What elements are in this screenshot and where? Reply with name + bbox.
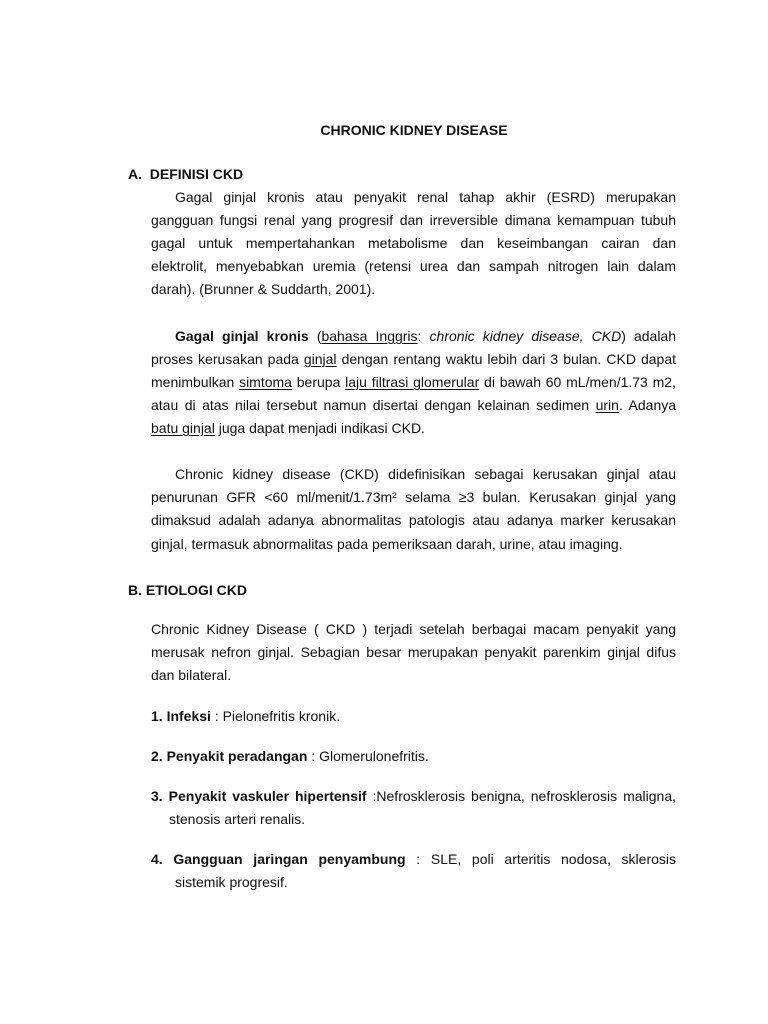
paragraph-line: ginjal, termasuk abnormalitas pada pemeriksaan darah, urine, atau imaging.	[151, 536, 623, 552]
list-item-continuation: sistemik progresif.	[175, 874, 288, 890]
paragraph-line	[151, 328, 676, 344]
list-item-text: : Glomerulonefritis.	[311, 748, 429, 764]
list-item-label: 2. Penyakit peradangan	[151, 748, 308, 764]
paragraph-line: Chronic kidney disease (CKD) didefinisikan sebagai kerusakan ginjal atau	[175, 466, 676, 482]
link-simtoma[interactable]: simtoma	[239, 374, 292, 390]
paragraph-line: elektrolit, menyebabkan uremia (retensi urea dan sampah nitrogen lain dalam	[151, 258, 676, 274]
list-item-text: : SLE, poli arteritis nodosa, sklerosis	[416, 851, 676, 867]
text: . Adanya	[618, 397, 677, 413]
link-batu-ginjal[interactable]: batu ginjal	[151, 420, 215, 436]
paragraph-line: penurunan GFR <60 ml/menit/1.73m² selama ≥3 bulan. Kerusakan ginjal yang	[151, 489, 676, 505]
text: di bawah 60 mL/men/1.73 m2,	[484, 374, 676, 390]
text: berupa	[296, 374, 341, 390]
list-item-label: 1. Infeksi	[151, 708, 211, 724]
paragraph-line	[151, 374, 676, 390]
list-item-text: : Pielonefritis kronik.	[214, 708, 341, 724]
section-b-heading: B. ETIOLOGI CKD	[128, 582, 247, 598]
text: menimbulkan	[151, 374, 235, 390]
text: ) adalah	[621, 328, 676, 344]
paragraph-line: dan bilateral.	[151, 667, 232, 683]
colon: :	[417, 328, 422, 344]
paragraph-line	[151, 351, 676, 367]
paren: (	[316, 328, 322, 344]
document-title: CHRONIC KIDNEY DISEASE	[320, 122, 508, 138]
paragraph-line: darah). (Brunner & Suddarth, 2001).	[151, 281, 376, 297]
section-a-title: DEFINISI CKD	[149, 166, 244, 182]
list-item-continuation: stenosis arteri renalis.	[169, 811, 306, 827]
list-item	[151, 708, 340, 724]
paragraph-line: gangguan fungsi renal yang progresif dan irreversible dimana kemampuan tubuh	[151, 212, 676, 228]
text: dengan rentang waktu lebih dari 3 bulan. CKD dapat	[341, 351, 676, 367]
text: juga dapat menjadi indikasi CKD.	[218, 420, 425, 436]
list-item	[151, 788, 676, 804]
paragraph-line: merusak nefron ginjal. Sebagian besar merupakan penyakit parenkim ginjal difus	[151, 644, 676, 660]
link-laju-filtrasi-glomerular[interactable]: laju filtrasi glomerular	[345, 374, 480, 390]
text: proses kerusakan pada	[151, 351, 299, 367]
link-urin[interactable]: urin	[595, 397, 619, 413]
paragraph-line	[151, 397, 676, 413]
bold-term: Gagal ginjal kronis	[175, 328, 309, 344]
paragraph-line: Gagal ginjal kronis atau penyakit renal tahap akhir (ESRD) merupakan	[175, 189, 676, 205]
link-ginjal[interactable]: ginjal	[303, 351, 337, 367]
section-a-label: A.	[128, 166, 142, 182]
italic-term: chronic kidney disease, CKD	[429, 328, 622, 344]
paragraph-line: dimaksud adalah adanya abnormalitas patologis atau adanya marker kerusakan	[151, 512, 676, 528]
list-item-label: 4. Gangguan jaringan penyambung	[151, 851, 406, 867]
list-item-label: 3. Penyakit vaskuler hipertensif	[151, 788, 367, 804]
list-item	[151, 748, 429, 764]
list-item	[151, 851, 676, 867]
list-item-text: :Nefrosklerosis benigna, nefrosklerosis maligna,	[372, 788, 676, 804]
paragraph-line	[151, 420, 425, 436]
section-a-heading	[128, 166, 243, 182]
paragraph-line: Chronic Kidney Disease ( CKD ) terjadi setelah berbagai macam penyakit yang	[151, 621, 676, 637]
paragraph-line: gagal untuk mempertahankan metabolisme dan keseimbangan cairan dan	[151, 235, 676, 251]
text: atau di atas nilai tersebut namun disertai dengan kelainan sedimen	[151, 397, 590, 413]
link-bahasa-inggris[interactable]: bahasa Inggris	[321, 328, 418, 344]
